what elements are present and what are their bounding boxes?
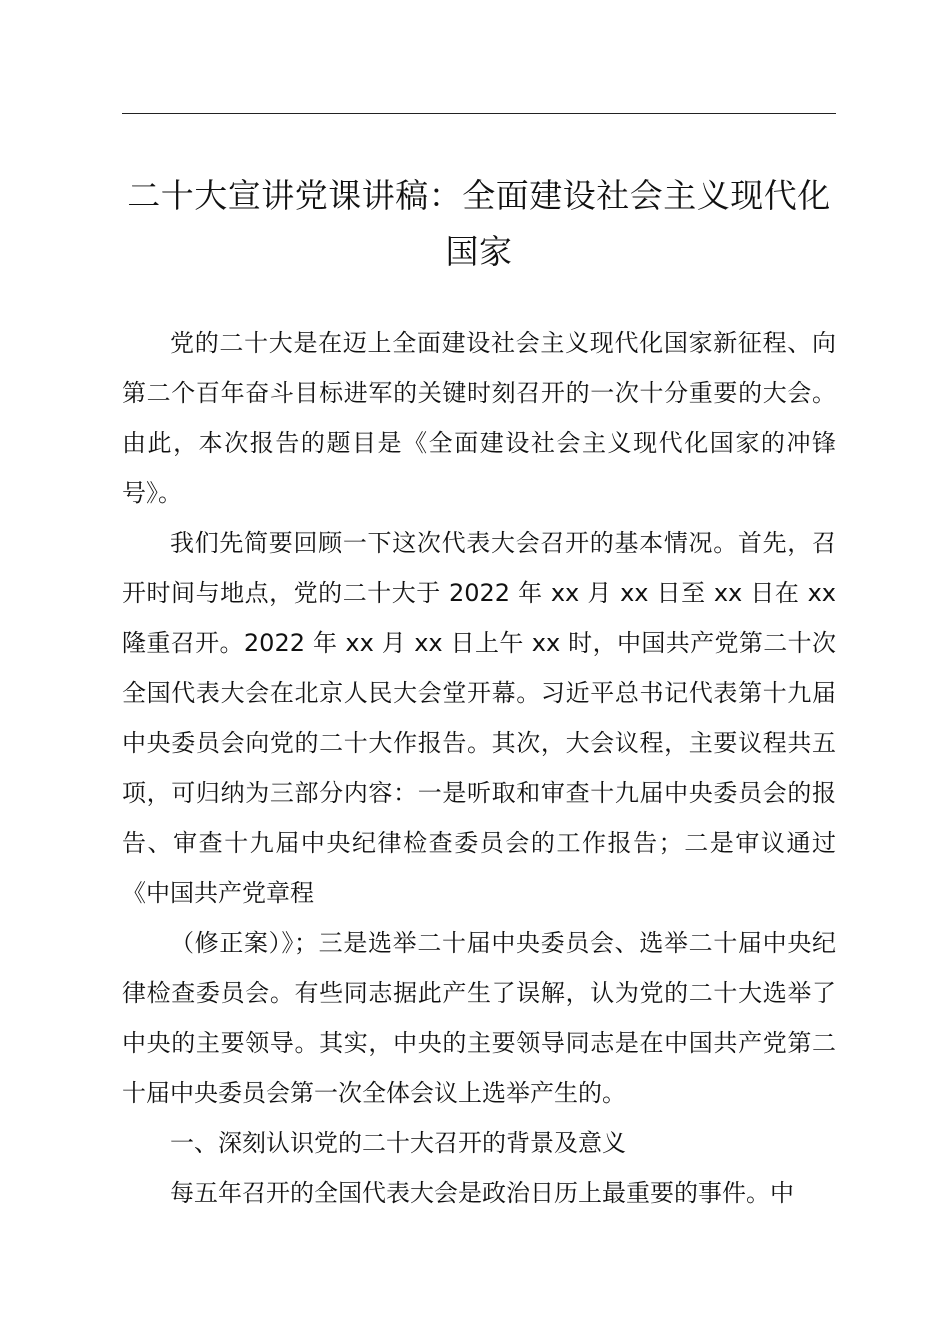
- paragraph-continued: （修正案）》；三是选举二十届中央委员会、选举二十届中央纪律检查委员会。有些同志据此产生了误解，认为党的二十大选举了中央的主要领导。其实，中央的主要领导同志是在中国共产党第二十届中央委员会第一次全体会议上选举产生的。: [122, 929, 836, 1107]
- document-title: 二十大宣讲党课讲稿：全面建设社会主义现代化国家: [127, 176, 831, 271]
- section-heading: 一、深刻认识党的二十大召开的背景及意义: [170, 1129, 626, 1157]
- header-rule: [122, 113, 836, 114]
- paragraph-last: 每五年召开的全国代表大会是政治日历上最重要的事件。中: [170, 1179, 794, 1207]
- paragraph-background: 我们先简要回顾一下这次代表大会召开的基本情况。首先，召开时间与地点，党的二十大于 2022 年 xx 月 xx 日至 xx 日在 xx 隆重召开。2022 年 xx 月 xx 日上午 xx 时，中国共产党第二十次全国代表大会在北京人民大会堂开幕。习近平总书记代表第十九届中央委员会向党的二十大作报告。其次，大会议程，主要议程共五项，可归纳为三部分内容：一是听取和审查十九届中央委员会的报告、审查十九届中央纪律检查委员会的工作报告；二是审议通过《中国共产党章程: [122, 529, 836, 907]
- paragraph-intro: 党的二十大是在迈上全面建设社会主义现代化国家新征程、向第二个百年奋斗目标进军的关键时刻召开的一次十分重要的大会。由此，本次报告的题目是《全面建设社会主义现代化国家的冲锋号》。: [122, 329, 836, 507]
- document-body: [122, 318, 836, 1218]
